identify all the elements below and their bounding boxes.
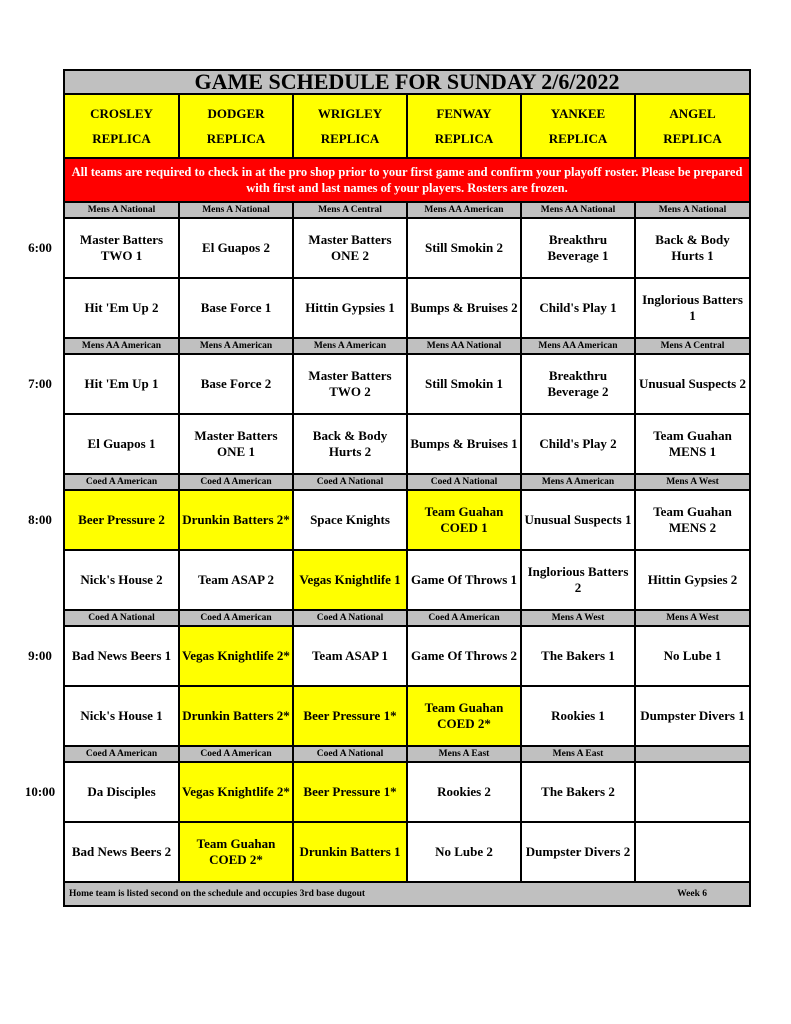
division-label: Coed A American <box>407 610 521 626</box>
game-row <box>64 550 750 610</box>
notice-row <box>64 158 750 202</box>
schedule-title: GAME SCHEDULE FOR SUNDAY 2/6/2022 <box>64 70 750 94</box>
game-row <box>64 278 750 338</box>
field-name: CROSLEY <box>90 106 153 121</box>
division-label: Coed A American <box>179 610 293 626</box>
game-team-bottom: No Lube 2 <box>407 822 521 882</box>
game-team-top: The Bakers 2 <box>521 762 635 822</box>
field-name: FENWAY <box>436 106 492 121</box>
time-slot-label: 10:00 <box>24 784 56 799</box>
game-team-top: Master Batters ONE 2 <box>293 218 407 278</box>
division-label: Coed A National <box>407 474 521 490</box>
game-team-bottom: Team Guahan COED 2* <box>179 822 293 882</box>
game-row <box>64 354 750 414</box>
field-name: WRIGLEY <box>317 106 383 121</box>
game-team-top <box>635 762 750 822</box>
game-team-top: El Guapos 2 <box>179 218 293 278</box>
game-team-bottom: Bumps & Bruises 1 <box>407 414 521 474</box>
game-team-bottom: Child's Play 1 <box>521 278 635 338</box>
game-team-bottom: Nick's House 2 <box>64 550 179 610</box>
field-header-crosley <box>64 94 179 158</box>
field-header-angel <box>635 94 750 158</box>
division-label: Mens A West <box>521 610 635 626</box>
division-label: Mens A Central <box>635 338 750 354</box>
division-row <box>64 746 750 762</box>
game-team-bottom: Team Guahan COED 2* <box>407 686 521 746</box>
field-header-row <box>64 94 750 158</box>
game-team-top: Still Smokin 1 <box>407 354 521 414</box>
field-name: ANGEL <box>669 106 716 121</box>
game-team-top: Master Batters TWO 2 <box>293 354 407 414</box>
game-team-bottom: Beer Pressure 1* <box>293 686 407 746</box>
game-team-top: Team Guahan COED 1 <box>407 490 521 550</box>
game-team-top: Vegas Knightlife 2* <box>179 626 293 686</box>
division-label: Coed A National <box>64 610 179 626</box>
game-team-bottom: Back & Body Hurts 2 <box>293 414 407 474</box>
game-team-bottom: Hittin Gypsies 2 <box>635 550 750 610</box>
division-label: Mens A East <box>407 746 521 762</box>
game-team-bottom: Vegas Knightlife 1 <box>293 550 407 610</box>
time-slot-label: 6:00 <box>28 240 52 255</box>
field-name: YANKEE <box>550 106 606 121</box>
game-row <box>64 686 750 746</box>
division-label: Coed A American <box>64 746 179 762</box>
time-slot-label: 8:00 <box>28 512 52 527</box>
game-team-bottom: Drunkin Batters 1 <box>293 822 407 882</box>
game-team-bottom: Drunkin Batters 2* <box>179 686 293 746</box>
division-label: Coed A National <box>293 746 407 762</box>
footer-row <box>64 882 750 906</box>
field-sub: REPLICA <box>434 131 494 146</box>
division-label: Mens AA American <box>407 202 521 218</box>
time-slot-label: 7:00 <box>28 376 52 391</box>
division-label: Mens AA National <box>407 338 521 354</box>
game-team-bottom: Inglorious Batters 2 <box>521 550 635 610</box>
division-label: Mens A West <box>635 610 750 626</box>
title-row <box>64 70 750 94</box>
game-team-top: Unusual Suspects 1 <box>521 490 635 550</box>
game-team-bottom: Child's Play 2 <box>521 414 635 474</box>
game-team-bottom: Master Batters ONE 1 <box>179 414 293 474</box>
game-row <box>64 822 750 882</box>
field-sub: REPLICA <box>92 131 151 146</box>
field-header-wrigley <box>293 94 407 158</box>
division-row <box>64 474 750 490</box>
field-name: DODGER <box>207 106 265 121</box>
field-sub: REPLICA <box>548 131 608 146</box>
division-label: Mens AA American <box>521 338 635 354</box>
game-team-top: Beer Pressure 2 <box>64 490 179 550</box>
time-slot-label: 9:00 <box>28 648 52 663</box>
game-team-top: Still Smokin 2 <box>407 218 521 278</box>
game-team-bottom: Team ASAP 2 <box>179 550 293 610</box>
division-label: Mens A Central <box>293 202 407 218</box>
game-team-top: Drunkin Batters 2* <box>179 490 293 550</box>
game-team-top: Beer Pressure 1* <box>293 762 407 822</box>
game-row <box>64 490 750 550</box>
division-label: Coed A American <box>179 746 293 762</box>
field-sub: REPLICA <box>663 131 722 146</box>
field-header-dodger <box>179 94 293 158</box>
game-team-bottom: Hittin Gypsies 1 <box>293 278 407 338</box>
game-team-bottom: Nick's House 1 <box>64 686 179 746</box>
game-team-bottom: Hit 'Em Up 2 <box>64 278 179 338</box>
division-row <box>64 610 750 626</box>
division-label: Mens A American <box>293 338 407 354</box>
game-team-bottom <box>635 822 750 882</box>
game-team-bottom: Inglorious Batters 1 <box>635 278 750 338</box>
game-team-top: Game Of Throws 2 <box>407 626 521 686</box>
division-label: Mens A East <box>521 746 635 762</box>
game-team-bottom: Team Guahan MENS 1 <box>635 414 750 474</box>
field-sub: REPLICA <box>206 131 266 146</box>
game-team-bottom: Dumpster Divers 1 <box>635 686 750 746</box>
game-row <box>64 218 750 278</box>
game-row <box>64 414 750 474</box>
division-row <box>64 202 750 218</box>
division-label: Mens A National <box>179 202 293 218</box>
game-team-bottom: Bumps & Bruises 2 <box>407 278 521 338</box>
division-row <box>64 338 750 354</box>
game-team-top: Rookies 2 <box>407 762 521 822</box>
game-row <box>64 762 750 822</box>
division-label: Mens A National <box>635 202 750 218</box>
game-team-bottom: Game Of Throws 1 <box>407 550 521 610</box>
game-team-top: Unusual Suspects 2 <box>635 354 750 414</box>
game-team-bottom: Dumpster Divers 2 <box>521 822 635 882</box>
game-team-bottom: Rookies 1 <box>521 686 635 746</box>
game-team-top: Team ASAP 1 <box>293 626 407 686</box>
division-label: Mens A National <box>64 202 179 218</box>
division-label: Mens A American <box>179 338 293 354</box>
game-team-top: Back & Body Hurts 1 <box>635 218 750 278</box>
game-team-top: Breakthru Beverage 2 <box>521 354 635 414</box>
field-sub: REPLICA <box>320 131 380 146</box>
game-team-top: Breakthru Beverage 1 <box>521 218 635 278</box>
division-label: Coed A National <box>293 610 407 626</box>
game-team-top: Team Guahan MENS 2 <box>635 490 750 550</box>
division-label: Coed A American <box>64 474 179 490</box>
division-label: Coed A National <box>293 474 407 490</box>
game-team-bottom: Bad News Beers 2 <box>64 822 179 882</box>
game-team-bottom: El Guapos 1 <box>64 414 179 474</box>
game-team-top: The Bakers 1 <box>521 626 635 686</box>
division-label <box>635 746 750 762</box>
game-team-top: Da Disciples <box>64 762 179 822</box>
game-team-top: Space Knights <box>293 490 407 550</box>
game-team-top: Bad News Beers 1 <box>64 626 179 686</box>
check-in-notice: All teams are required to check in at the pro shop prior to your first game and confirm your playoff roster. Please be prepared with first and last names of your players. Rosters are frozen. <box>64 158 750 202</box>
home-team-note: Home team is listed second on the schedule and occupies 3rd base dugout <box>69 889 366 899</box>
footer <box>64 882 750 906</box>
division-label: Mens A American <box>521 474 635 490</box>
game-row <box>64 626 750 686</box>
game-team-top: Base Force 2 <box>179 354 293 414</box>
field-header-fenway <box>407 94 521 158</box>
game-team-top: Hit 'Em Up 1 <box>64 354 179 414</box>
division-label: Mens A West <box>635 474 750 490</box>
week-label: Week 6 <box>677 889 708 899</box>
game-team-top: No Lube 1 <box>635 626 750 686</box>
field-header-yankee <box>521 94 635 158</box>
division-label: Mens AA National <box>521 202 635 218</box>
game-team-bottom: Base Force 1 <box>179 278 293 338</box>
schedule-table <box>63 69 751 907</box>
division-label: Coed A American <box>179 474 293 490</box>
division-label: Mens AA American <box>64 338 179 354</box>
game-team-top: Master Batters TWO 1 <box>64 218 179 278</box>
game-team-top: Vegas Knightlife 2* <box>179 762 293 822</box>
